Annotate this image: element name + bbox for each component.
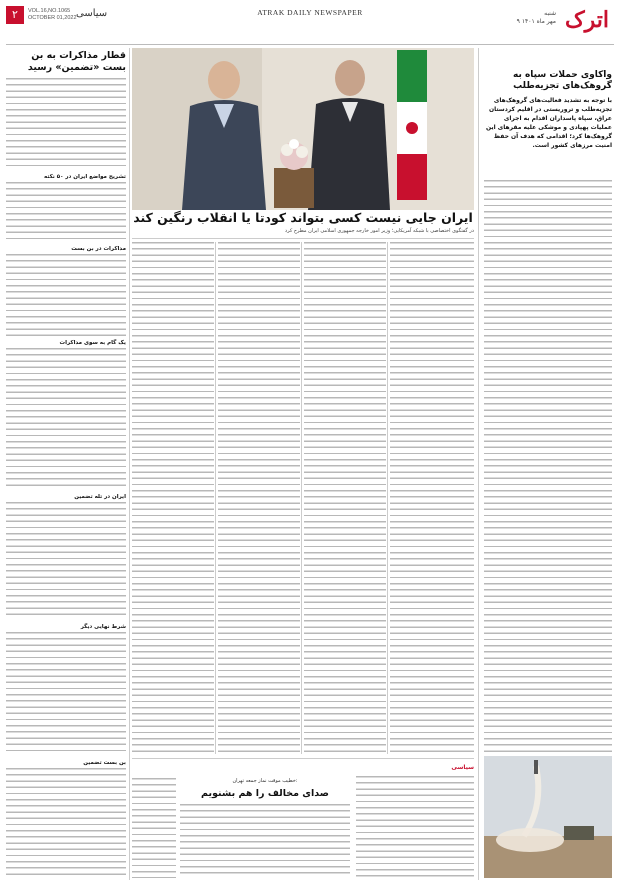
persian-date: ۹ مهر ماه ۱۴۰۱ [516,18,556,25]
header-rule [6,44,614,45]
left-subhead-5 [6,622,126,632]
bottom-rule [132,758,474,759]
left-article-title: قطار مذاکرات به بن بست «تضمین» رسید [27,50,126,73]
newspaper-name: ATRAK DAILY NEWSPAPER [257,8,363,17]
main-story-col-3 [218,242,300,754]
left-article-body-1 [6,78,126,170]
right-article-body [484,180,612,752]
header-left [6,6,126,42]
column-divider [387,242,388,754]
left-subhead-3 [6,338,126,348]
column-divider [129,48,130,880]
left-subhead-2 [6,244,126,254]
main-story-col-2 [304,242,386,754]
issue-date [517,10,556,26]
volume-line: VOL.16,NO.1065 [28,8,71,14]
bottom-section-label: سیاسی [451,764,474,771]
subhead: تشریح مواضع ایران در ۵۰ نکته [43,174,126,180]
subhead: مذاکرات در بن بست [71,246,126,252]
missile-launch-photo [484,756,612,878]
bottom-article-title: صدای مخالف را هم بشنویم [201,788,329,799]
date-en: OCTOBER 01,2022 [28,15,77,21]
atrak-logo: اترک [564,7,610,33]
left-article-body-5 [6,502,126,620]
column-divider [301,242,302,754]
bottom-article-col-3 [132,778,176,878]
page-number: ۲ [6,6,24,24]
interview-scene-illustration [132,48,474,210]
interview-photo [132,48,474,210]
subhead: یک گام به سوی مذاکرات [59,340,126,346]
bottom-article-col-1 [356,776,474,878]
bottom-article-kicker: خطیب موقت نماز جمعه تهران: [232,778,298,784]
column-divider [215,242,216,754]
left-article-body-4 [6,348,126,490]
left-article-body-7 [6,768,126,878]
left-subhead-4 [6,492,126,502]
subhead: شرط نهایی دیگر [80,624,126,630]
left-article-body-6 [6,632,126,756]
headline-rule [132,238,474,239]
main-story-col-1 [390,242,474,754]
main-story-caption: در گفتگوی اختصاصی با شبکه آمریکایی؛ وزیر امور خارجه جمهوری اسلامی ایران مطرح کرد [284,228,474,234]
volume-info [28,8,77,22]
left-article-body-3 [6,254,126,336]
subhead: بن بست تضمین [83,760,126,766]
main-story-col-4 [132,242,214,754]
masthead [444,4,614,38]
bottom-article-col-2 [180,804,350,878]
right-article-title: واکاوی حملات سپاه به گروهک‌های تجزیه‌طلب [513,70,612,91]
missile-illustration [484,756,612,878]
main-headline: ایران جایی نیست کسی بتواند کودتا یا انقلاب رنگین کند [133,210,473,225]
left-subhead-1 [6,172,126,182]
left-subhead-6 [6,758,126,768]
left-article-body-2 [6,182,126,242]
column-divider [478,48,479,880]
subhead: ایران در تله تضمین [74,494,126,500]
right-article-lead: با توجه به تشدید فعالیت‌های گروهک‌های تجزیه‌طلب و تروریستی در اقلیم کردستان عراق، سپاه پاسداران اقدام به اجرای عملیات پهپادی و موشکی علیه مقرهای این گروهک‌ها کرد؛ اقدامی که هدف آن حفظ امنیت مرزهای کشور است. [485,97,612,149]
section-label: سیاسی [76,8,108,19]
weekday: شنبه [544,10,556,17]
